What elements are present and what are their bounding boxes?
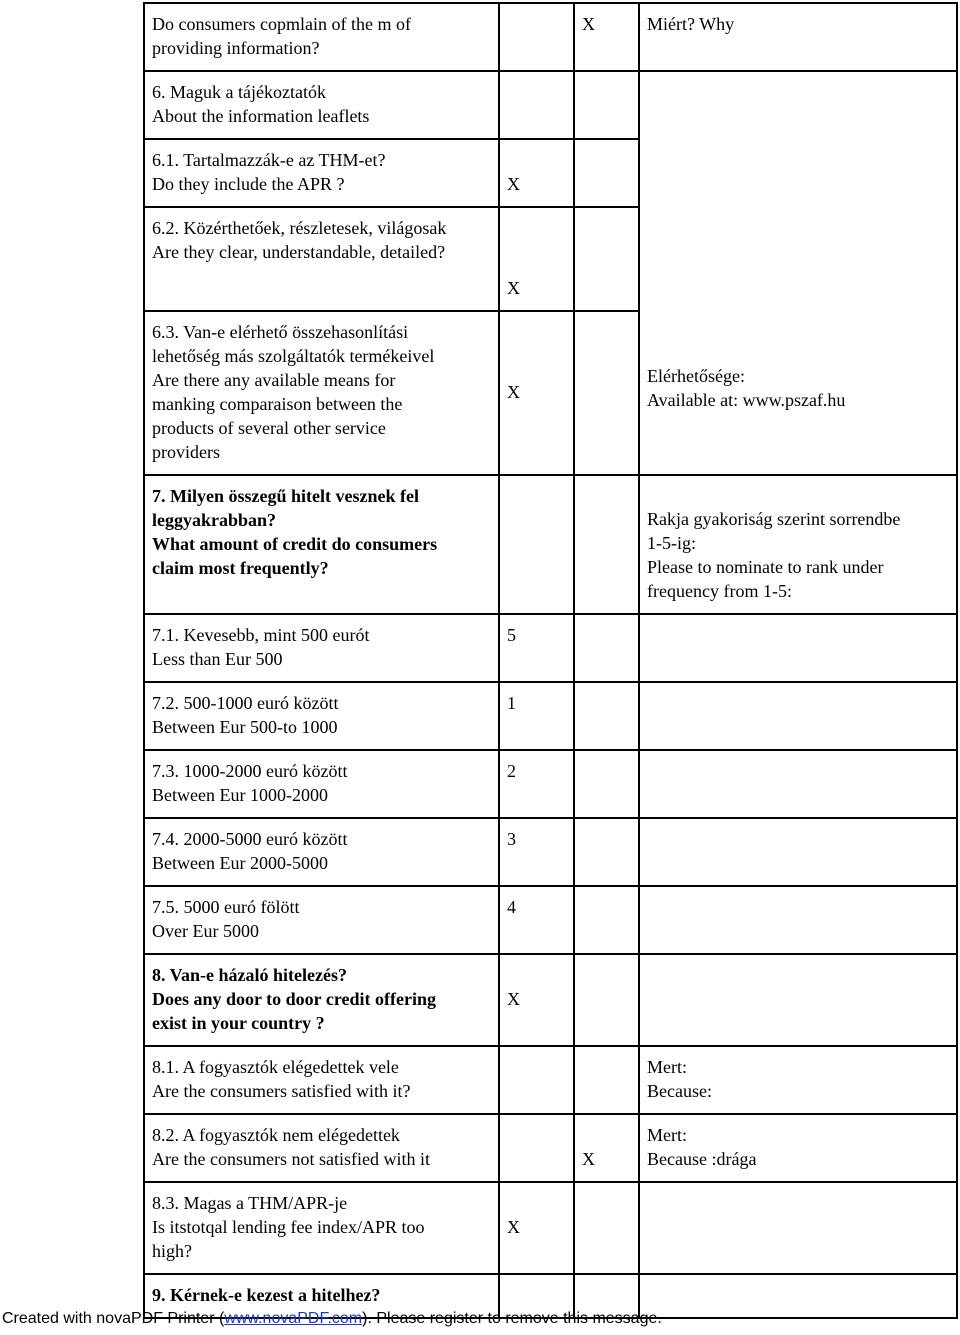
question-cell bbox=[144, 3, 499, 71]
question-text: Are there any available means for bbox=[152, 370, 396, 390]
question-cell bbox=[144, 71, 499, 139]
answer-yes-cell bbox=[499, 3, 574, 71]
question-text: 7.1. Kevesebb, mint 500 eurót bbox=[152, 625, 370, 645]
answer-no-cell bbox=[574, 750, 639, 818]
note-cell bbox=[639, 71, 957, 475]
question-text: Are they clear, understandable, detailed? bbox=[152, 242, 446, 262]
answer-mark: X bbox=[582, 14, 595, 34]
questionnaire-table bbox=[143, 2, 958, 1319]
rank-cell bbox=[499, 818, 574, 886]
rank-value: 5 bbox=[507, 625, 516, 645]
question-text: Between Eur 500-to 1000 bbox=[152, 717, 338, 737]
answer-no-cell bbox=[574, 139, 639, 207]
table-row bbox=[144, 750, 957, 818]
note-cell bbox=[639, 1046, 957, 1114]
note-cell bbox=[639, 1274, 957, 1318]
note-text: Rakja gyakoriság szerint sorrendbe bbox=[647, 509, 901, 529]
question-cell bbox=[144, 818, 499, 886]
section-heading: exist in your country ? bbox=[152, 1013, 325, 1033]
question-text: providers bbox=[152, 442, 220, 462]
note-text: Because :drága bbox=[647, 1149, 757, 1169]
printer-watermark-footer bbox=[2, 1310, 662, 1328]
note-cell bbox=[639, 1182, 957, 1274]
question-text: products of several other service bbox=[152, 418, 386, 438]
note-cell bbox=[639, 475, 957, 614]
question-text: providing information? bbox=[152, 38, 320, 58]
question-text: manking comparaison between the bbox=[152, 394, 403, 414]
answer-no-cell bbox=[574, 682, 639, 750]
answer-no-cell bbox=[574, 954, 639, 1046]
answer-mark: X bbox=[507, 174, 520, 194]
table-row bbox=[144, 954, 957, 1046]
answer-yes-cell bbox=[499, 139, 574, 207]
question-text: Are the consumers satisfied with it? bbox=[152, 1081, 411, 1101]
answer-mark: X bbox=[507, 278, 520, 298]
question-text: Between Eur 1000-2000 bbox=[152, 785, 328, 805]
section-heading: 6. Maguk a tájékoztatók bbox=[152, 82, 326, 102]
rank-value: 4 bbox=[507, 897, 516, 917]
answer-yes-cell bbox=[499, 1046, 574, 1114]
note-text: Miért? Why bbox=[647, 14, 735, 34]
footer-text: Created with novaPDF Printer ( bbox=[2, 1310, 225, 1327]
answer-no-cell bbox=[574, 475, 639, 614]
answer-no-cell bbox=[574, 71, 639, 139]
answer-no-cell bbox=[574, 818, 639, 886]
note-cell bbox=[639, 3, 957, 71]
table-row bbox=[144, 3, 957, 71]
table-row bbox=[144, 818, 957, 886]
answer-yes-cell bbox=[499, 1182, 574, 1274]
answer-no-cell bbox=[574, 311, 639, 475]
note-cell bbox=[639, 954, 957, 1046]
answer-no-cell bbox=[574, 886, 639, 954]
question-text: Less than Eur 500 bbox=[152, 649, 283, 669]
table-row bbox=[144, 886, 957, 954]
note-cell bbox=[639, 614, 957, 682]
note-text: Please to nominate to rank under bbox=[647, 557, 884, 577]
answer-mark: X bbox=[507, 1217, 520, 1237]
answer-mark: X bbox=[507, 989, 520, 1009]
section-heading: About the information leaflets bbox=[152, 106, 370, 126]
section-heading: What amount of credit do consumers bbox=[152, 534, 438, 554]
question-cell bbox=[144, 886, 499, 954]
question-text: Is itstotqal lending fee index/APR too bbox=[152, 1217, 425, 1237]
question-cell bbox=[144, 682, 499, 750]
answer-yes-cell bbox=[499, 207, 574, 311]
note-cell bbox=[639, 682, 957, 750]
section-heading: 7. Milyen összegű hitelt vesznek fel bbox=[152, 486, 419, 506]
note-cell bbox=[639, 1114, 957, 1182]
rank-cell bbox=[499, 886, 574, 954]
question-cell bbox=[144, 139, 499, 207]
question-cell bbox=[144, 311, 499, 475]
question-text: 6.2. Közérthetőek, részletesek, világosak bbox=[152, 218, 447, 238]
question-text: 6.3. Van-e elérhető összehasonlítási bbox=[152, 322, 409, 342]
question-text: Do consumers copmlain of the m of bbox=[152, 14, 411, 34]
answer-yes-cell bbox=[499, 311, 574, 475]
question-text: 7.4. 2000-5000 euró között bbox=[152, 829, 348, 849]
rank-value: 3 bbox=[507, 829, 516, 849]
question-text: Do they include the APR ? bbox=[152, 174, 345, 194]
table-row bbox=[144, 682, 957, 750]
table-row bbox=[144, 1182, 957, 1274]
note-cell bbox=[639, 886, 957, 954]
question-text: 8.2. A fogyasztók nem elégedettek bbox=[152, 1125, 400, 1145]
question-text: high? bbox=[152, 1241, 192, 1261]
note-text: Mert: bbox=[647, 1057, 687, 1077]
question-cell bbox=[144, 1182, 499, 1274]
question-text: lehetőség más szolgáltatók termékeivel bbox=[152, 346, 435, 366]
table-row bbox=[144, 1114, 957, 1182]
answer-no-cell bbox=[574, 614, 639, 682]
answer-no-cell bbox=[574, 1046, 639, 1114]
answer-no-cell bbox=[574, 1114, 639, 1182]
footer-link[interactable]: www.novaPDF.com bbox=[224, 1310, 363, 1327]
question-text: 7.5. 5000 euró fölött bbox=[152, 897, 300, 917]
footer-text: ). Please register to remove this message. bbox=[362, 1310, 662, 1327]
question-text: 7.2. 500-1000 euró között bbox=[152, 693, 339, 713]
answer-yes-cell bbox=[499, 475, 574, 614]
rank-cell bbox=[499, 682, 574, 750]
answer-mark: X bbox=[507, 382, 520, 402]
note-text: 1-5-ig: bbox=[647, 533, 696, 553]
question-text: Over Eur 5000 bbox=[152, 921, 259, 941]
table-row bbox=[144, 1046, 957, 1114]
answer-mark: X bbox=[582, 1149, 595, 1169]
section-heading: Does any door to door credit offering bbox=[152, 989, 436, 1009]
section-heading: 9. Kérnek-e kezest a hitelhez? bbox=[152, 1285, 381, 1305]
table-row bbox=[144, 614, 957, 682]
question-text: Are the consumers not satisfied with it bbox=[152, 1149, 430, 1169]
table-row bbox=[144, 71, 957, 139]
question-text: Between Eur 2000-5000 bbox=[152, 853, 328, 873]
note-text: Available at: www.pszaf.hu bbox=[647, 390, 846, 410]
answer-yes-cell bbox=[499, 71, 574, 139]
note-text: Mert: bbox=[647, 1125, 687, 1145]
note-text: frequency from 1-5: bbox=[647, 581, 792, 601]
answer-no-cell bbox=[574, 3, 639, 71]
question-text: 6.1. Tartalmazzák-e az THM-et? bbox=[152, 150, 386, 170]
note-cell bbox=[639, 818, 957, 886]
note-cell bbox=[639, 750, 957, 818]
question-cell bbox=[144, 750, 499, 818]
section-heading: leggyakrabban? bbox=[152, 510, 277, 530]
answer-yes-cell bbox=[499, 1114, 574, 1182]
answer-no-cell bbox=[574, 1182, 639, 1274]
table-row bbox=[144, 475, 957, 614]
note-text: Elérhetősége: bbox=[647, 366, 745, 386]
question-cell bbox=[144, 207, 499, 311]
section-heading: 8. Van-e házaló hitelezés? bbox=[152, 965, 347, 985]
rank-cell bbox=[499, 750, 574, 818]
question-text: 8.3. Magas a THM/APR-je bbox=[152, 1193, 348, 1213]
question-text: 7.3. 1000-2000 euró között bbox=[152, 761, 348, 781]
question-cell bbox=[144, 475, 499, 614]
rank-value: 2 bbox=[507, 761, 516, 781]
rank-value: 1 bbox=[507, 693, 516, 713]
question-cell bbox=[144, 1046, 499, 1114]
answer-yes-cell bbox=[499, 954, 574, 1046]
question-cell bbox=[144, 954, 499, 1046]
question-text: 8.1. A fogyasztók elégedettek vele bbox=[152, 1057, 399, 1077]
note-text: Because: bbox=[647, 1081, 712, 1101]
rank-cell bbox=[499, 614, 574, 682]
answer-no-cell bbox=[574, 207, 639, 311]
question-cell bbox=[144, 614, 499, 682]
section-heading: claim most frequently? bbox=[152, 558, 329, 578]
question-cell bbox=[144, 1114, 499, 1182]
